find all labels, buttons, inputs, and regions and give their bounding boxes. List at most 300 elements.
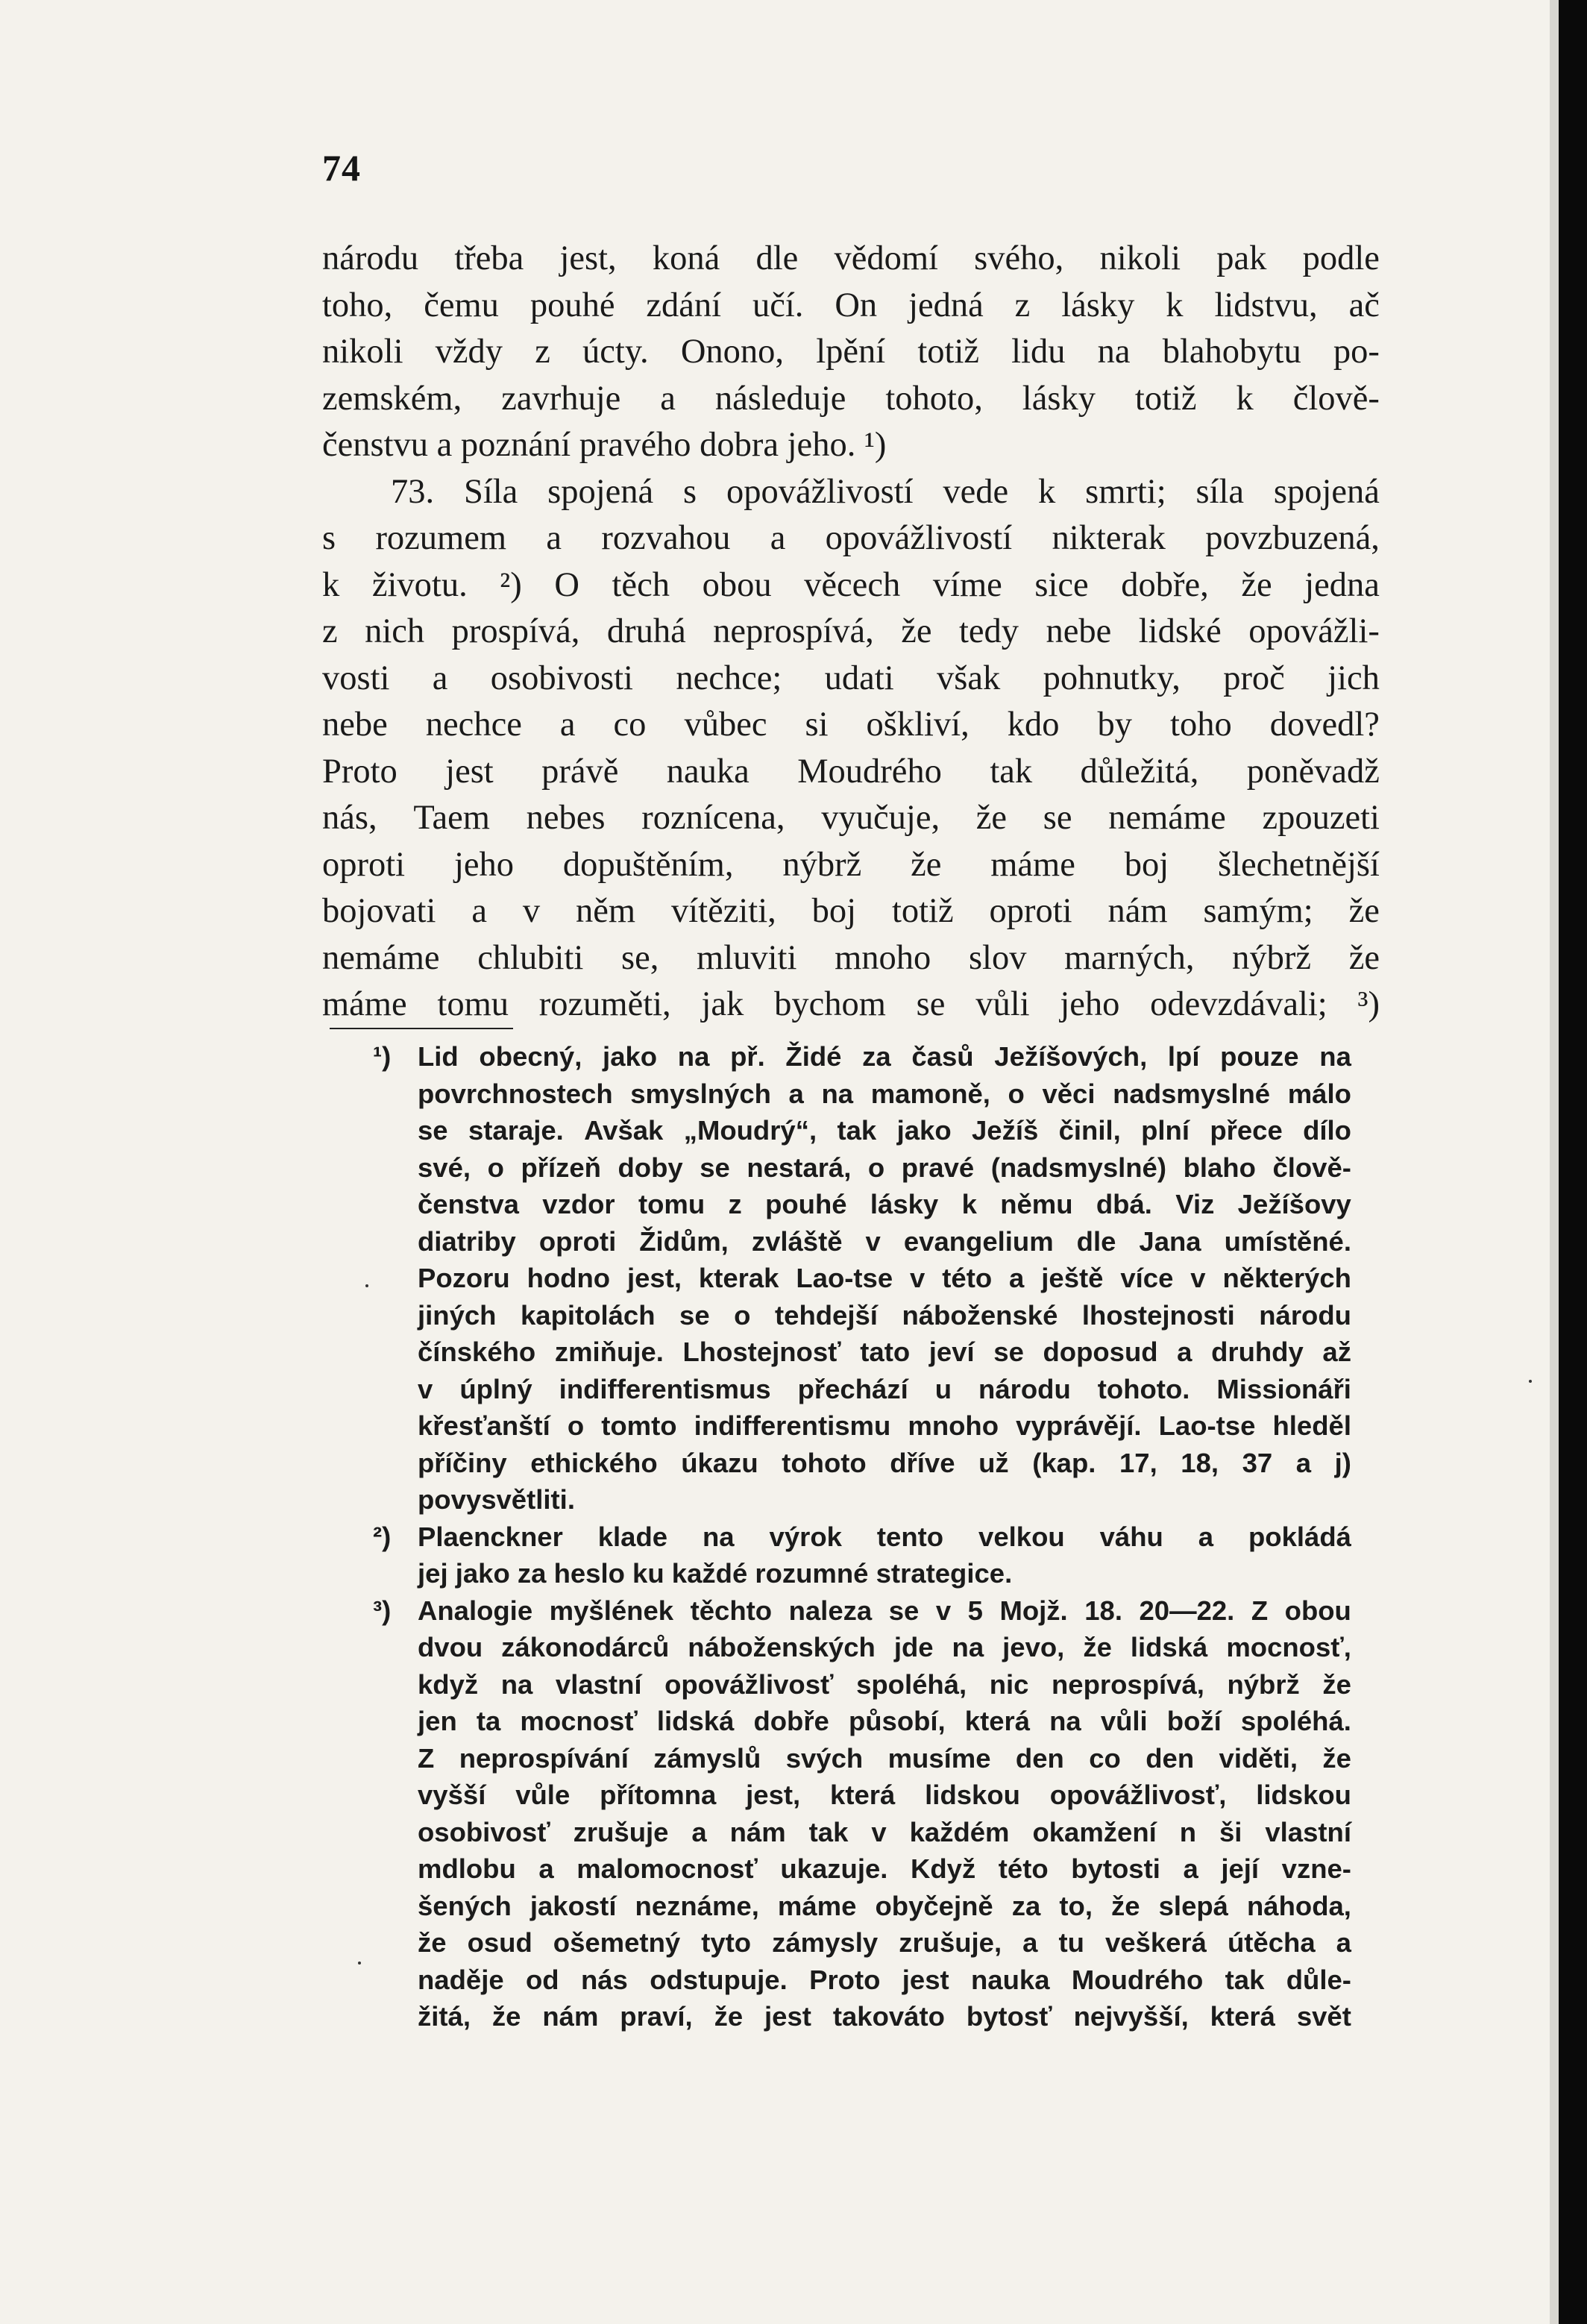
- word: indifferentismu: [694, 1410, 891, 1441]
- word: tohoto,: [885, 379, 983, 418]
- word: a: [1183, 1853, 1198, 1884]
- word: tento: [876, 1521, 944, 1552]
- word: a: [538, 1853, 554, 1884]
- word: lidská: [1130, 1632, 1208, 1662]
- footnote-line: [322, 1260, 1351, 1297]
- word: opovážlivosť,: [1049, 1780, 1227, 1810]
- word: nebe: [322, 706, 388, 744]
- word: opovážli-: [1248, 612, 1380, 650]
- word: že: [1348, 892, 1380, 930]
- word: ošemetný: [553, 1927, 681, 1958]
- footnote-marker: ²): [373, 1521, 392, 1552]
- text-line: [322, 982, 1380, 1028]
- word: pohnutky,: [1043, 659, 1181, 697]
- word: vzne-: [1281, 1853, 1351, 1884]
- word: lásky: [1022, 379, 1096, 418]
- word: této: [998, 1853, 1049, 1884]
- text-line: [322, 469, 1380, 516]
- word: viděti,: [1219, 1742, 1298, 1774]
- text-line: [322, 888, 1380, 935]
- word: Analogie: [418, 1595, 533, 1626]
- word: ši: [1219, 1816, 1242, 1847]
- word: jest: [902, 1964, 949, 1995]
- word: neprospívá,: [1052, 1668, 1204, 1700]
- word: (kap.: [1032, 1447, 1096, 1478]
- word: síla: [1195, 472, 1245, 511]
- word: 17,: [1119, 1447, 1157, 1478]
- word: že: [1322, 1742, 1351, 1774]
- footnote-line: [322, 1666, 1351, 1703]
- word: že: [714, 2001, 744, 2032]
- word: totiž: [1134, 379, 1197, 418]
- word: tak: [1225, 1964, 1265, 1995]
- footnote-text: [418, 1038, 1351, 1075]
- footnote-line: [322, 1924, 1351, 1962]
- word: zemském,: [322, 379, 462, 418]
- text-line: [322, 702, 1380, 749]
- word: obou: [702, 565, 772, 604]
- word: dovedl?: [1269, 706, 1380, 744]
- word: rozumem: [375, 519, 507, 557]
- word: obyčejně: [875, 1890, 993, 1921]
- word: okamžení: [1032, 1816, 1157, 1847]
- word: mluviti: [697, 938, 797, 977]
- word: dvou: [418, 1632, 483, 1662]
- word: hleděl: [1272, 1410, 1351, 1441]
- word: dílo: [1303, 1115, 1351, 1146]
- word: k: [1038, 472, 1056, 511]
- word: diatriby: [418, 1225, 516, 1257]
- word: Ježíš: [971, 1115, 1039, 1146]
- footnote-line: [322, 1223, 1351, 1260]
- word: náboženských: [688, 1632, 876, 1662]
- word: nikterak: [1052, 519, 1166, 557]
- word: až: [1322, 1337, 1351, 1367]
- word: třeba: [454, 239, 524, 277]
- word: dříve: [890, 1447, 955, 1478]
- word: velkou: [978, 1521, 1065, 1552]
- word: blaho: [1183, 1152, 1256, 1183]
- word: nýbrž: [782, 845, 862, 884]
- word: Lao-tse: [1158, 1410, 1256, 1441]
- text-line: [322, 376, 1380, 423]
- word: Lhostejnosť: [682, 1337, 841, 1367]
- word: málo: [1287, 1078, 1351, 1109]
- word: této: [942, 1263, 993, 1293]
- word: v: [522, 892, 541, 930]
- word: př.: [730, 1041, 765, 1072]
- word: tyto: [701, 1927, 752, 1958]
- word: nejvyšší,: [1073, 2001, 1189, 2032]
- word: spoléhá,: [856, 1668, 967, 1700]
- text-line: [322, 283, 1380, 330]
- word: slov: [968, 938, 1027, 977]
- word: přítomna: [600, 1780, 717, 1810]
- word: těch: [612, 565, 670, 604]
- word: jest,: [626, 1263, 682, 1293]
- word: to,: [1059, 1890, 1093, 1921]
- word: prospívá,: [451, 612, 580, 650]
- text-line: [322, 515, 1380, 562]
- word: 18,: [1181, 1447, 1219, 1478]
- word: Plaenckner: [418, 1521, 563, 1552]
- word: spojená: [1273, 472, 1380, 511]
- word: Z: [1251, 1595, 1269, 1626]
- word: šených: [418, 1890, 512, 1921]
- word: Jana: [1139, 1225, 1201, 1257]
- word: a: [1198, 1521, 1214, 1552]
- word: ²): [500, 565, 522, 604]
- word: Lao-tse: [796, 1263, 893, 1293]
- word: co: [1089, 1742, 1121, 1774]
- word: vzdor: [542, 1189, 615, 1219]
- word: vědomí: [834, 239, 938, 277]
- word: každém: [909, 1816, 1010, 1847]
- footnote-line: [322, 1186, 1351, 1223]
- word: vede: [943, 472, 1009, 511]
- word: roznícena,: [641, 799, 785, 837]
- word: sice: [1034, 565, 1089, 604]
- word: která: [964, 1706, 1031, 1736]
- word: ještě: [1041, 1263, 1104, 1293]
- word: se: [888, 1595, 920, 1626]
- word: jakostí: [529, 1890, 617, 1921]
- footnote-line: [322, 1740, 1351, 1777]
- word: k: [1236, 379, 1254, 418]
- footnote-line: [322, 1297, 1351, 1334]
- word: člově-: [1292, 379, 1380, 418]
- word: v: [1190, 1263, 1206, 1293]
- word: nikoli: [322, 333, 403, 371]
- word: toho,: [322, 286, 393, 324]
- word: poněvadž: [1246, 752, 1380, 791]
- word: mdlobu: [418, 1853, 516, 1884]
- word: neprospívání: [459, 1742, 629, 1774]
- word: Ježíšovy: [1237, 1189, 1351, 1219]
- word: těchto: [690, 1595, 773, 1626]
- word: Židům,: [639, 1225, 729, 1257]
- footnote-line: [322, 1592, 1351, 1630]
- word: den: [1015, 1742, 1064, 1774]
- word: tohoto.: [1097, 1373, 1190, 1404]
- word: Proto: [322, 752, 397, 791]
- word: čenstva: [418, 1189, 519, 1219]
- word: na: [821, 1078, 854, 1109]
- speck: [365, 1284, 368, 1287]
- word: naděje: [418, 1964, 504, 1995]
- word: žitá,: [418, 2001, 471, 2032]
- text-line: [322, 795, 1380, 842]
- word: 37: [1242, 1447, 1273, 1478]
- word: O: [554, 565, 579, 604]
- word: na: [1097, 333, 1131, 371]
- text-line: [322, 236, 1380, 283]
- word: lpění: [816, 333, 886, 371]
- word: Taem: [413, 799, 490, 837]
- word: jak: [701, 985, 744, 1023]
- word: svých: [785, 1742, 864, 1774]
- text-line: [322, 562, 1380, 609]
- word: z: [1014, 286, 1031, 324]
- footnote-marker: ³): [373, 1595, 392, 1626]
- word: by: [1097, 706, 1133, 744]
- word: nebe: [1046, 612, 1112, 650]
- word: za: [1011, 1890, 1041, 1921]
- word: máme: [777, 1890, 857, 1921]
- word: jest,: [746, 1780, 801, 1810]
- word: vyučuje,: [821, 799, 940, 837]
- word: plní: [1141, 1115, 1190, 1146]
- word: od: [526, 1964, 559, 1995]
- word: dobře: [753, 1706, 829, 1736]
- word: národu: [978, 1373, 1071, 1404]
- footnote-line: [322, 1407, 1351, 1445]
- word: spojená: [547, 472, 654, 511]
- word: praví,: [620, 2001, 693, 2032]
- word: zrušuje: [573, 1816, 669, 1847]
- word: vosti: [322, 659, 390, 697]
- footnotes: [322, 1038, 1351, 2035]
- word: Avšak: [584, 1115, 664, 1146]
- word: už: [978, 1447, 1009, 1478]
- word: že: [1348, 938, 1380, 977]
- word: tomu: [437, 985, 509, 1023]
- word: lásky: [1061, 286, 1135, 324]
- word: nemáme: [1108, 799, 1226, 837]
- word: své,: [418, 1152, 471, 1183]
- word: mocnosť,: [1226, 1632, 1351, 1662]
- word: pak: [1216, 239, 1267, 277]
- footnote-line: povysvětliti.: [418, 1484, 575, 1515]
- footnote-line: [322, 1629, 1351, 1666]
- word: Proto: [809, 1964, 881, 1995]
- word: tomu: [638, 1189, 705, 1219]
- word: „Moudrý“,: [683, 1115, 817, 1146]
- word: nám: [729, 1816, 786, 1847]
- word: a: [1336, 1927, 1351, 1958]
- footnote-divider: [330, 1028, 513, 1029]
- footnote-line: [322, 1519, 1351, 1556]
- word: ethického: [530, 1447, 658, 1478]
- word: lidstvu,: [1214, 286, 1318, 324]
- word: nechce;: [676, 659, 782, 697]
- word: z: [535, 333, 550, 371]
- word: šlechetnější: [1217, 845, 1380, 884]
- word: z: [322, 612, 338, 650]
- word: dle: [1076, 1225, 1116, 1257]
- word: o: [567, 1410, 585, 1441]
- word: odevzdávali;: [1150, 985, 1327, 1023]
- word: na: [1319, 1041, 1351, 1072]
- footnote-text: [418, 1592, 1351, 1630]
- word: však: [936, 659, 1001, 697]
- word: že: [1111, 1890, 1140, 1921]
- word: a: [788, 1078, 804, 1109]
- word: zmiňuje.: [554, 1337, 664, 1367]
- word: mamoně,: [870, 1078, 990, 1109]
- word: příčiny: [418, 1447, 507, 1478]
- word: (nadsmyslné): [990, 1152, 1167, 1183]
- word: opovážlivostí: [726, 472, 914, 511]
- word: bytosť: [966, 2001, 1052, 2032]
- word: nich: [365, 612, 425, 650]
- word: bychom: [774, 985, 886, 1023]
- word: chlubiti: [477, 938, 584, 977]
- word: zámyslů: [653, 1742, 761, 1774]
- word: po-: [1333, 333, 1380, 371]
- word: nás,: [322, 799, 377, 837]
- word: z: [728, 1189, 742, 1219]
- word: slepá: [1158, 1890, 1228, 1921]
- word: čínského: [418, 1337, 536, 1367]
- word: tak: [837, 1115, 877, 1146]
- word: v: [910, 1263, 926, 1293]
- word: že: [975, 799, 1008, 837]
- word: pokládá: [1248, 1521, 1351, 1552]
- word: v: [865, 1225, 881, 1257]
- word: výrok: [769, 1521, 842, 1552]
- text-line: čenstvu a poznání pravého dobra jeho. ¹): [322, 426, 887, 464]
- word: klade: [597, 1521, 668, 1552]
- word: a: [770, 519, 786, 557]
- word: nauka: [971, 1964, 1050, 1995]
- word: časů: [911, 1041, 974, 1072]
- word: právě: [541, 752, 619, 791]
- word: více: [1120, 1263, 1174, 1293]
- word: pouhé: [529, 286, 615, 324]
- word: naleza: [788, 1595, 873, 1626]
- word: Missionáři: [1216, 1373, 1351, 1404]
- word: kterak: [698, 1263, 779, 1293]
- footnote-line: [322, 1777, 1351, 1814]
- word: křesťanští: [418, 1410, 550, 1441]
- word: nechce: [425, 706, 522, 744]
- word: a: [1022, 1927, 1038, 1958]
- word: působí,: [848, 1706, 946, 1736]
- word: kdo: [1007, 706, 1060, 744]
- page-number: 74: [322, 147, 361, 189]
- word: přece: [1210, 1115, 1283, 1146]
- word: věci: [1042, 1078, 1096, 1109]
- word: zrušuje,: [899, 1927, 1002, 1958]
- footnote-line: [322, 1445, 1351, 1482]
- text-line: [322, 749, 1380, 796]
- word: mnoho: [835, 938, 931, 977]
- word: národu: [1259, 1299, 1351, 1331]
- word: přechází: [797, 1373, 908, 1404]
- word: pravé: [901, 1152, 975, 1183]
- word: na: [1049, 1706, 1081, 1736]
- text-line: [322, 935, 1380, 982]
- footnote-text: [418, 1519, 1351, 1556]
- word: pouze: [1220, 1041, 1299, 1072]
- word: že: [901, 612, 932, 650]
- word: zavrhuje: [501, 379, 621, 418]
- word: úplný: [459, 1373, 532, 1404]
- word: s: [683, 472, 697, 511]
- word: tu: [1058, 1927, 1084, 1958]
- word: pouhé: [765, 1189, 847, 1219]
- word: Když: [911, 1853, 976, 1884]
- word: čemu: [424, 286, 499, 324]
- word: On: [835, 286, 878, 324]
- word: lidskou: [925, 1780, 1020, 1810]
- word: tomto: [601, 1410, 677, 1441]
- footnote-line: [322, 1703, 1351, 1740]
- word: obecný,: [479, 1041, 582, 1072]
- word: zvláště: [751, 1225, 843, 1257]
- word: opovážlivosť: [664, 1668, 834, 1700]
- word: Pozoru: [418, 1263, 510, 1293]
- page-edge: [1550, 0, 1559, 2324]
- word: 73.: [391, 472, 435, 511]
- word: nikoli: [1099, 239, 1181, 277]
- word: lidské: [1138, 612, 1222, 650]
- word: k: [961, 1189, 977, 1219]
- word: vždy: [435, 333, 503, 371]
- word: a: [432, 659, 448, 697]
- word: o: [487, 1152, 504, 1183]
- footnote-line: [322, 1998, 1351, 2035]
- word: a: [471, 892, 487, 930]
- word: povrchnostech: [418, 1078, 613, 1109]
- word: jedná: [908, 286, 984, 324]
- word: rozvahou: [601, 519, 731, 557]
- word: staraje.: [468, 1115, 564, 1146]
- word: obou: [1284, 1595, 1351, 1626]
- word: vítěziti,: [670, 892, 776, 930]
- footnote-line: [322, 1371, 1351, 1408]
- word: když: [418, 1668, 479, 1700]
- footnote-line: [322, 1149, 1351, 1187]
- word: lpí: [1167, 1041, 1200, 1072]
- word: nic: [989, 1668, 1029, 1700]
- word: n: [1179, 1816, 1197, 1847]
- word: vůbec: [684, 706, 767, 744]
- word: ta: [476, 1706, 501, 1736]
- text-line: [322, 609, 1380, 656]
- word: druhá: [606, 612, 686, 650]
- word: boj: [811, 892, 857, 930]
- word: činil,: [1058, 1115, 1121, 1146]
- word: a: [559, 706, 576, 744]
- word: a: [1295, 1447, 1312, 1478]
- word: jeví: [928, 1337, 975, 1367]
- word: podle: [1302, 239, 1380, 277]
- word: jako: [896, 1115, 952, 1146]
- word: Viz: [1175, 1189, 1215, 1219]
- word: indifferentismus: [559, 1373, 771, 1404]
- word: jevo,: [1002, 1632, 1065, 1662]
- word: osobivosti: [490, 659, 633, 697]
- word: u: [934, 1373, 952, 1404]
- word: němu: [1000, 1189, 1073, 1219]
- word: rozuměti,: [538, 985, 671, 1023]
- word: její: [1221, 1853, 1260, 1884]
- word: svého,: [974, 239, 1064, 277]
- speck: [358, 1962, 361, 1965]
- word: myšlének: [549, 1595, 674, 1626]
- footnote-line: [322, 1112, 1351, 1149]
- text-line: [322, 842, 1380, 889]
- word: takováto: [832, 2001, 945, 2032]
- word: Lid: [418, 1041, 459, 1072]
- word: den: [1146, 1742, 1195, 1774]
- word: máme: [990, 845, 1075, 884]
- main-text: [322, 236, 1380, 1028]
- word: si: [805, 706, 829, 744]
- footnote-line: [322, 1075, 1351, 1113]
